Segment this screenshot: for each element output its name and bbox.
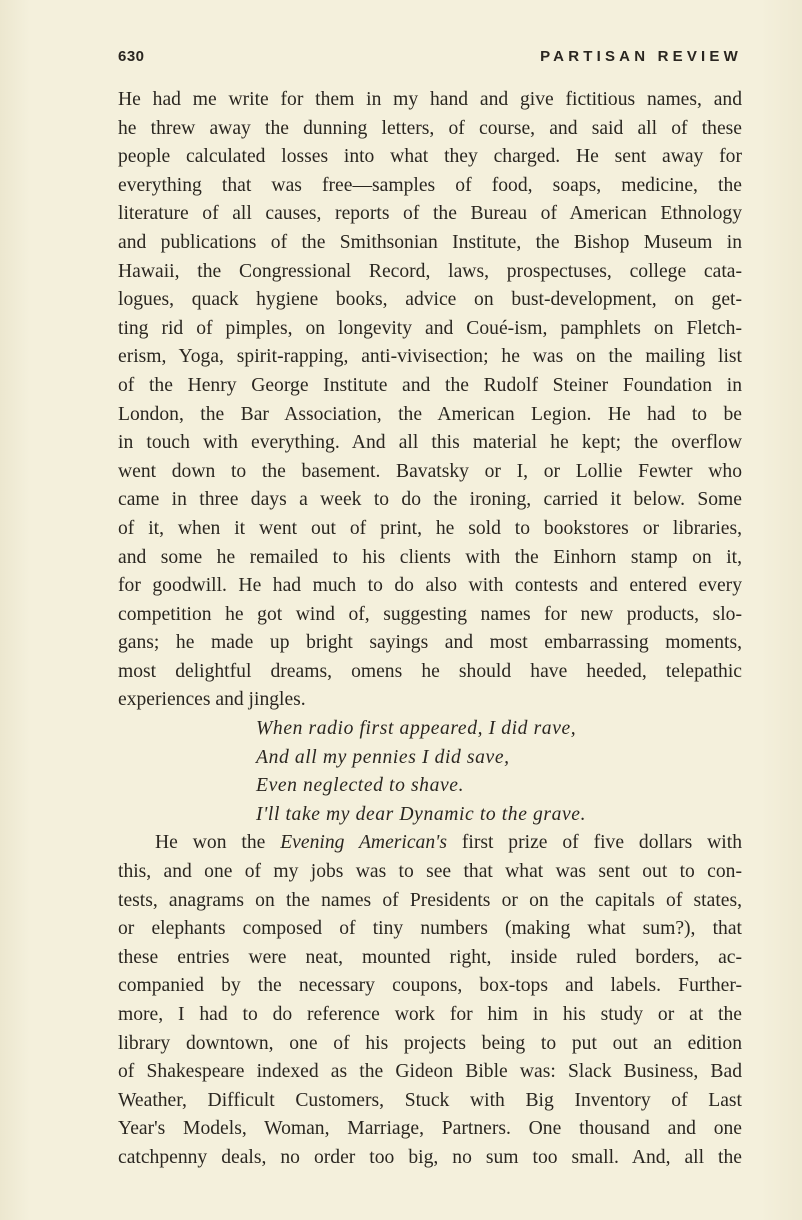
text-line: everything that was free—samples of food, soaps, medicine, the: [118, 174, 742, 196]
verse-line: When radio first appeared, I did rave,: [256, 718, 577, 740]
verse-line: Even neglected to shave.: [256, 775, 465, 797]
text-line: ting rid of pimples, on longevity and Coué-ism, pamphlets on Fletch-: [118, 317, 742, 339]
text-line: competition he got wind of, suggesting names for new products, slo-: [118, 603, 742, 625]
text-line: tests, anagrams on the names of Presidents or on the capitals of states,: [118, 889, 742, 911]
text-line: came in three days a week to do the ironing, carried it below. Some: [118, 489, 742, 511]
verse-line: And all my pennies I did save,: [256, 746, 510, 768]
text-line: gans; he made up bright sayings and most embarrassing moments,: [118, 632, 742, 654]
text-line: these entries were neat, mounted right, inside ruled borders, ac-: [118, 946, 742, 968]
text-line: more, I had to do reference work for him in his study or at the: [118, 1004, 742, 1025]
verse-block: [118, 715, 742, 829]
text-line: in touch with everything. And all this material he kept; the overflow: [118, 432, 742, 454]
text-line: most delightful dreams, omens he should have heeded, telepathic: [118, 660, 742, 682]
text-line: library downtown, one of his projects being to put out an edition: [118, 1032, 742, 1054]
text-line: companied by the necessary coupons, box-tops and labels. Further-: [118, 975, 742, 997]
verse-line: I'll take my dear Dynamic to the grave.: [256, 803, 587, 825]
text-run: first prize of five dollars with: [446, 832, 742, 854]
text-line: logues, quack hygiene books, advice on bust-development, on get-: [118, 289, 742, 311]
paragraph-2: [118, 829, 742, 1172]
text-line: or elephants composed of tiny numbers (making what sum?), that: [118, 918, 742, 940]
paragraph-1: [118, 86, 742, 715]
text-line: of the Henry George Institute and the Rudolf Steiner Foundation in: [118, 374, 742, 396]
text-line: [118, 829, 742, 858]
text-line: Year's Models, Woman, Marriage, Partners. One thousand and one: [118, 1118, 742, 1140]
text-line: London, the Bar Association, the American Legion. He had to be: [118, 403, 742, 425]
text-line: He had me write for them in my hand and give fictitious names, and: [118, 89, 742, 110]
body-text: [118, 86, 742, 1173]
text-line: for goodwill. He had much to do also with contests and entered every: [118, 575, 742, 597]
text-line: and publications of the Smithsonian Institute, the Bishop Museum in: [118, 231, 742, 253]
text-line: this, and one of my jobs was to see that what was sent out to con-: [118, 861, 742, 883]
text-line: Weather, Difficult Customers, Stuck with Big Inventory of Last: [118, 1089, 742, 1111]
text-line: went down to the basement. Bavatsky or I, or Lollie Fewter who: [118, 460, 742, 482]
text-line: of it, when it went out of print, he sold to bookstores or libraries,: [118, 517, 742, 539]
text-line: literature of all causes, reports of the Bureau of American Ethnology: [118, 203, 742, 225]
running-header: [118, 48, 742, 72]
newspaper-title: Evening American's: [280, 832, 447, 854]
text-line: people calculated losses into what they charged. He sent away for: [118, 146, 742, 168]
text-line: erism, Yoga, spirit-rapping, anti-vivisection; he was on the mailing list: [118, 346, 742, 368]
text-line: of Shakespeare indexed as the Gideon Bible was: Slack Business, Bad: [118, 1061, 742, 1083]
text-line: and some he remailed to his clients with the Einhorn stamp on it,: [118, 546, 742, 568]
text-line: experiences and jingles.: [118, 689, 306, 711]
text-line: catchpenny deals, no order too big, no sum too small. And, all the: [118, 1146, 742, 1168]
page-number: 630: [118, 48, 145, 65]
text-line: Hawaii, the Congressional Record, laws, prospectuses, college cata-: [118, 260, 742, 282]
text-line: he threw away the dunning letters, of course, and said all of these: [118, 117, 742, 139]
journal-title: PARTISAN REVIEW: [540, 48, 742, 65]
text-run: He won the: [155, 832, 281, 854]
